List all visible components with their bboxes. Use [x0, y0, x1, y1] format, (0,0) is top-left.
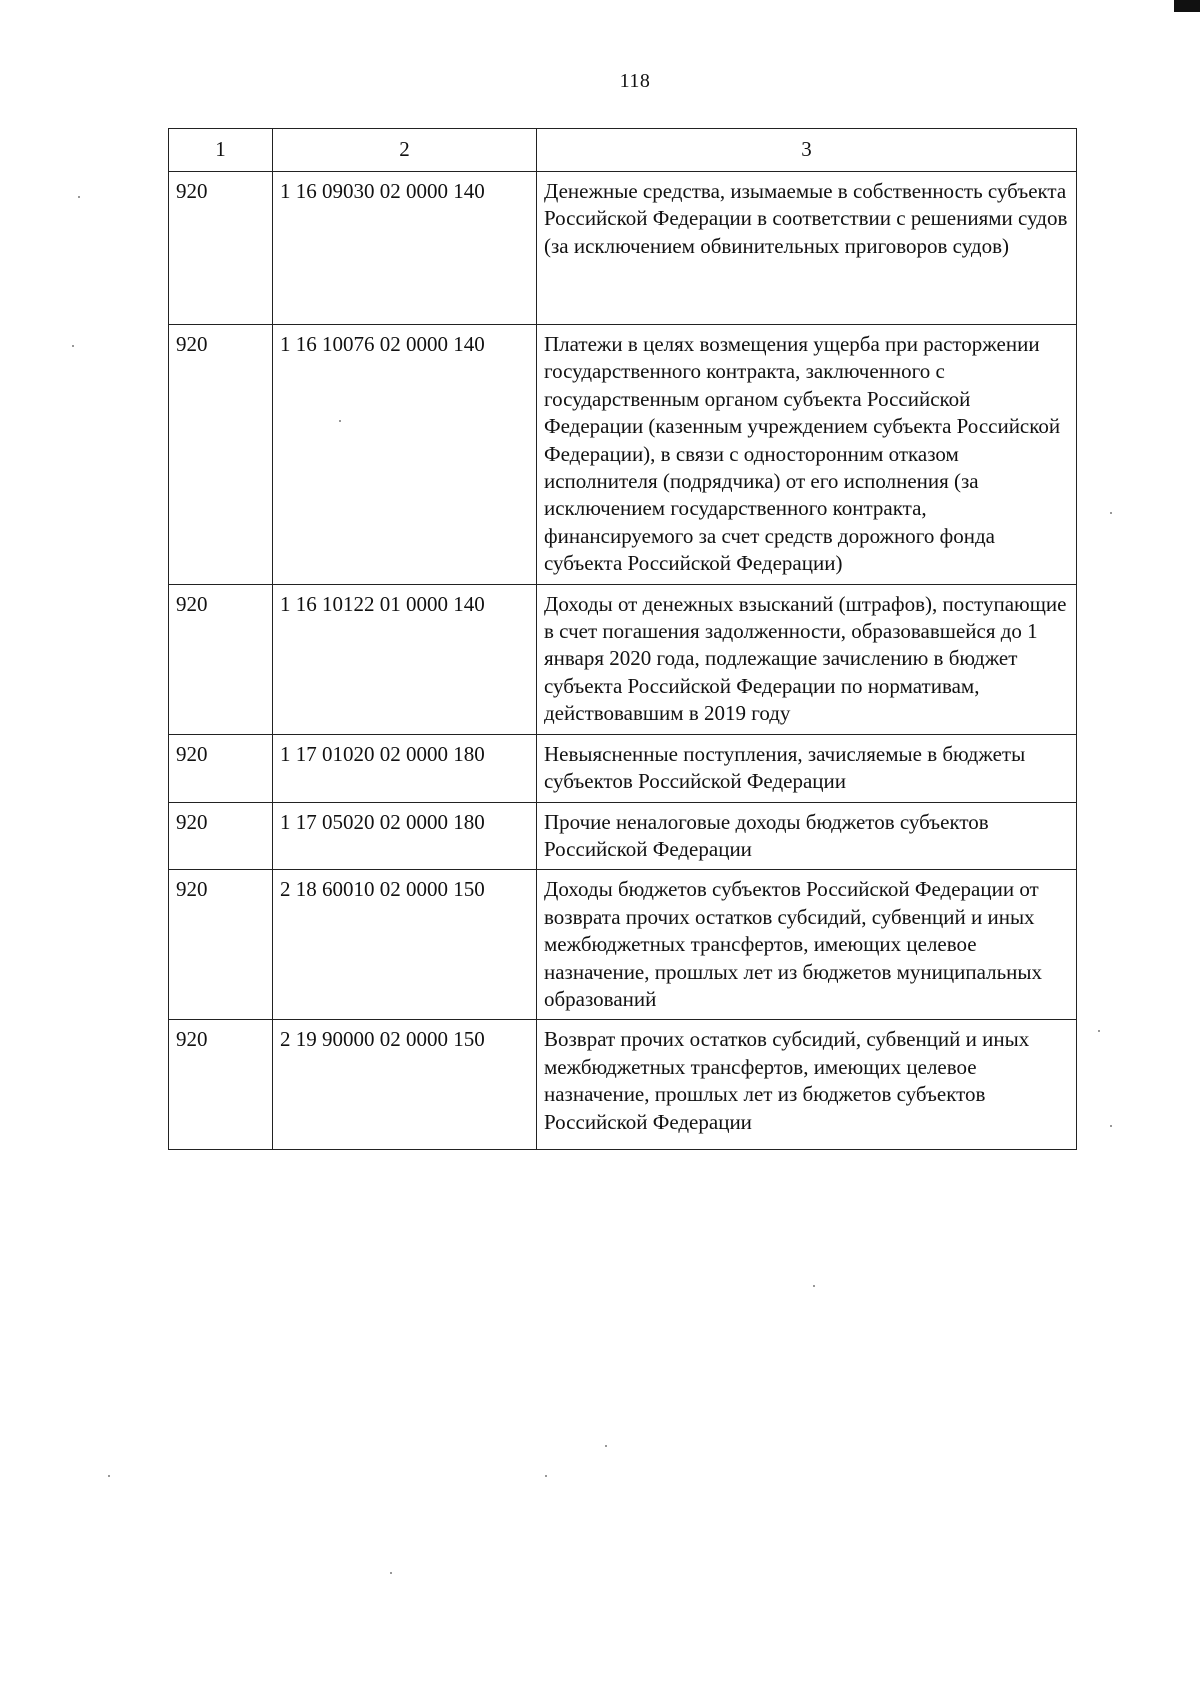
page-number: 118 — [619, 70, 651, 92]
description-cell: Платежи в целях возмещения ущерба при расторжении государственного контракта, заключенного с государственным органом субъекта Российской Федерации (казенным учреждением субъекта Российской Федерации), в связи с односторонним отказом исполнителя (подрядчика) от его исполнения (за исключением государственного контракта, финансируемого за счет средств дорожного фонда субъекта Российской Федерации) — [537, 325, 1077, 585]
scan-speck — [78, 196, 80, 198]
scan-corner-mark — [1174, 0, 1200, 12]
admin-code-cell: 920 — [169, 584, 273, 734]
admin-code-cell: 920 — [169, 172, 273, 325]
description-cell: Доходы бюджетов субъектов Российской Федерации от возврата прочих остатков субсидий, субвенций и иных межбюджетных трансфертов, имеющих целевое назначение, прошлых лет из бюджетов муниципальных образований — [537, 870, 1077, 1020]
admin-code-cell: 920 — [169, 325, 273, 585]
budget-code-cell: 1 16 10122 01 0000 140 — [273, 584, 537, 734]
budget-code-cell: 1 17 05020 02 0000 180 — [273, 802, 537, 870]
table-row — [169, 325, 1077, 585]
table-row — [169, 734, 1077, 802]
table-row — [169, 584, 1077, 734]
description-cell: Доходы от денежных взысканий (штрафов), поступающие в счет погашения задолженности, образовавшейся до 1 января 2020 года, подлежащие зачислению в бюджет субъекта Российской Федерации по нормативам, действовавшим в 2019 году — [537, 584, 1077, 734]
column-header-3: 3 — [537, 129, 1077, 172]
description-cell: Невыясненные поступления, зачисляемые в бюджеты субъектов Российской Федерации — [537, 734, 1077, 802]
scan-speck — [813, 1285, 815, 1287]
scan-speck — [108, 1475, 110, 1477]
scan-speck — [1110, 512, 1112, 514]
table-row — [169, 172, 1077, 325]
budget-code-cell: 1 17 01020 02 0000 180 — [273, 734, 537, 802]
description-cell: Прочие неналоговые доходы бюджетов субъектов Российской Федерации — [537, 802, 1077, 870]
budget-code-cell: 1 16 09030 02 0000 140 — [273, 172, 537, 325]
admin-code-cell: 920 — [169, 734, 273, 802]
description-cell: Возврат прочих остатков субсидий, субвенций и иных межбюджетных трансфертов, имеющих целевое назначение, прошлых лет из бюджетов субъектов Российской Федерации — [537, 1020, 1077, 1150]
table-header-row — [169, 129, 1077, 172]
scan-speck — [1110, 1125, 1112, 1127]
budget-codes-table — [168, 128, 1077, 1150]
description-cell: Денежные средства, изымаемые в собственность субъекта Российской Федерации в соответствии с решениями судов (за исключением обвинительных приговоров судов) — [537, 172, 1077, 325]
admin-code-cell: 920 — [169, 1020, 273, 1150]
admin-code-cell: 920 — [169, 870, 273, 1020]
scan-speck — [1098, 1030, 1100, 1032]
column-header-1: 1 — [169, 129, 273, 172]
scan-speck — [390, 1572, 392, 1574]
column-header-2: 2 — [273, 129, 537, 172]
scan-speck — [72, 345, 74, 347]
table-row — [169, 870, 1077, 1020]
scan-speck — [339, 420, 341, 422]
admin-code-cell: 920 — [169, 802, 273, 870]
budget-code-cell: 2 18 60010 02 0000 150 — [273, 870, 537, 1020]
budget-code-cell: 1 16 10076 02 0000 140 — [273, 325, 537, 585]
budget-code-cell: 2 19 90000 02 0000 150 — [273, 1020, 537, 1150]
scan-speck — [545, 1475, 547, 1477]
table-row — [169, 1020, 1077, 1150]
scan-speck — [605, 1445, 607, 1447]
table-row — [169, 802, 1077, 870]
